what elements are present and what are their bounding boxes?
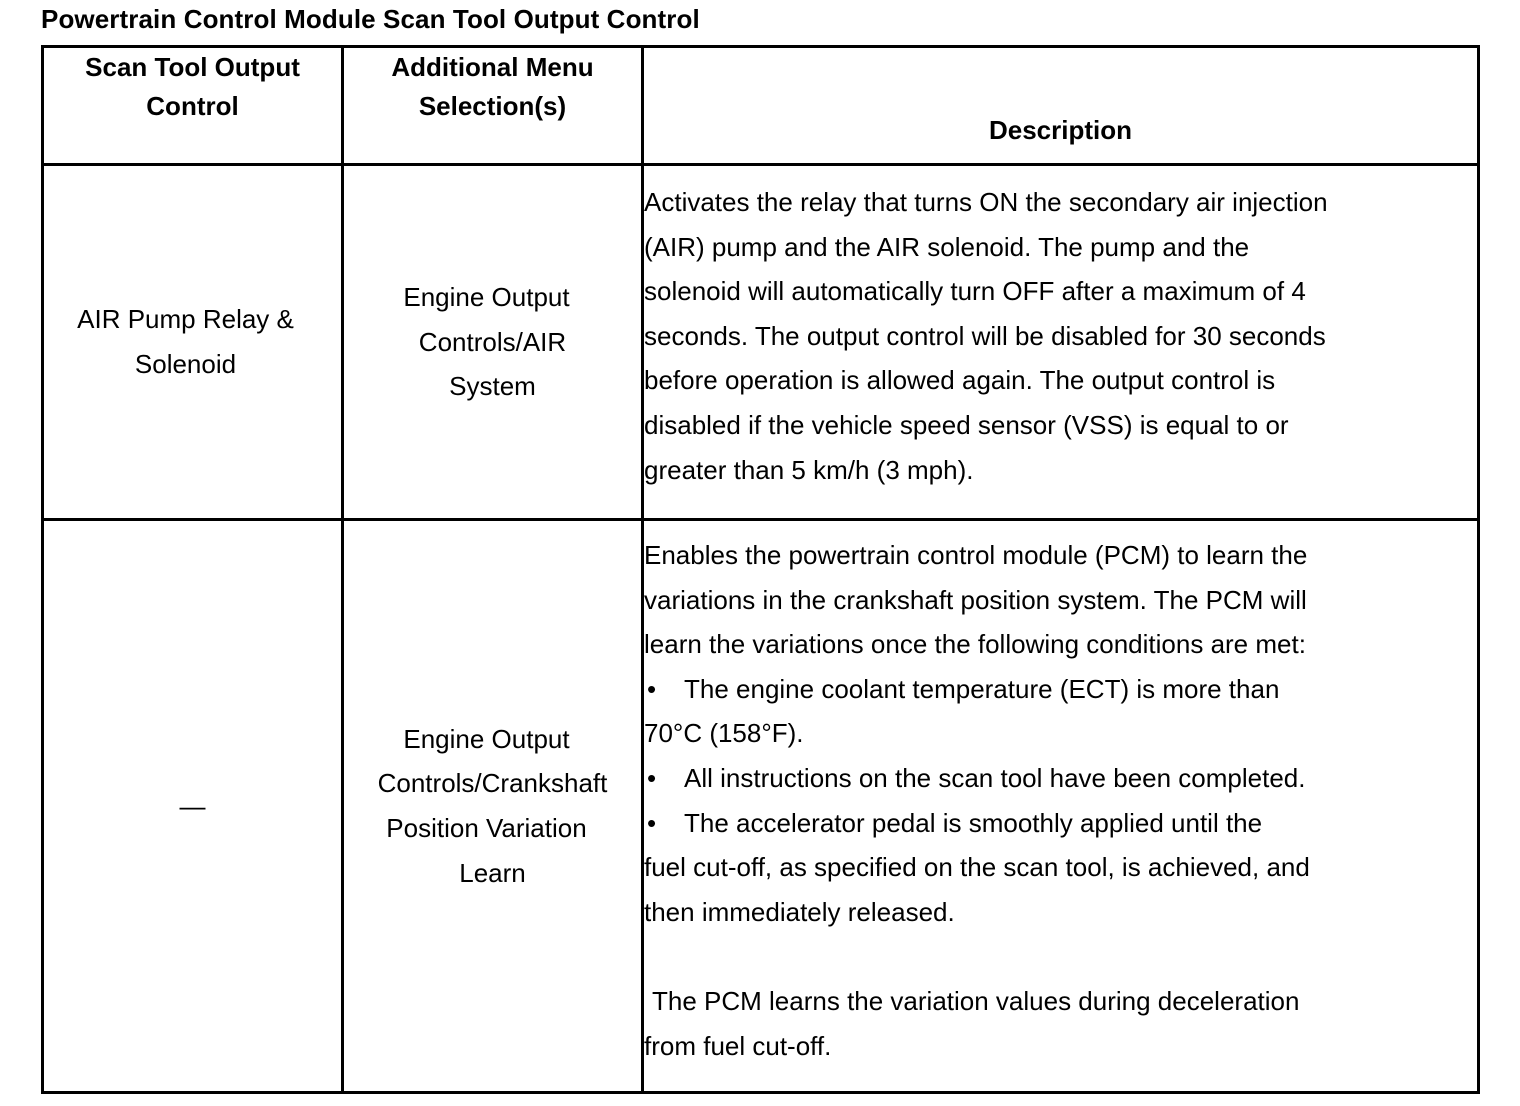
cell-text-line: Learn <box>459 857 526 888</box>
description-line: learn the variations once the following conditions are met: <box>644 629 1306 660</box>
description-line: Enables the powertrain control module (PCM) to learn the <box>644 540 1308 570</box>
header-scan-tool-output-control <box>43 47 343 165</box>
condition-bullet-item <box>644 667 1477 712</box>
description-cell <box>643 520 1479 1093</box>
bullet-text: The accelerator pedal is smoothly applied until the <box>684 807 1263 838</box>
header-additional-menu-selections <box>343 47 643 165</box>
header-text-line: Additional Menu <box>391 52 594 82</box>
header-text-line: Selection(s) <box>418 91 567 121</box>
description-line: solenoid will automatically turn OFF after a maximum of 4 <box>644 276 1306 307</box>
cell-text-line: AIR Pump Relay & <box>77 304 294 335</box>
description-line: The PCM learns the variation values during deceleration <box>652 985 1300 1016</box>
description-cell <box>643 165 1479 520</box>
description-line: before operation is allowed again. The output control is <box>644 365 1276 396</box>
description-line: disabled if the vehicle speed sensor (VSS) is equal to or <box>644 409 1289 440</box>
condition-bullet-item <box>644 801 1477 846</box>
table-row <box>43 520 1479 1093</box>
bullet-text: The engine coolant temperature (ECT) is more than <box>684 673 1280 704</box>
bullet-text: All instructions on the scan tool have been completed. <box>684 762 1306 793</box>
bullet-continuation: then immediately released. <box>644 896 955 927</box>
cell-text-line: Position Variation <box>386 813 587 843</box>
header-text-line: Control <box>146 91 239 121</box>
header-description <box>643 47 1479 165</box>
condition-bullet-item <box>644 756 1477 801</box>
header-text-line: Scan Tool Output <box>85 52 300 82</box>
description-line: from fuel cut-off. <box>644 1030 832 1061</box>
table-header-row <box>43 47 1479 165</box>
output-control-cell <box>43 520 343 1093</box>
description-line: (AIR) pump and the AIR solenoid. The pump and the <box>644 231 1250 262</box>
cell-text-line: System <box>449 371 536 402</box>
output-control-cell <box>43 165 343 520</box>
cell-text-line: Controls/AIR <box>418 326 567 357</box>
table-row <box>43 165 1479 520</box>
cell-text-line: Engine Output <box>403 723 570 754</box>
header-text-line: Description <box>988 115 1133 145</box>
menu-selection-cell <box>343 165 643 520</box>
bullet-icon: • <box>647 762 657 793</box>
description-line: seconds. The output control will be disabled for 30 seconds <box>644 320 1326 351</box>
document-title: Powertrain Control Module Scan Tool Output Control <box>41 4 700 34</box>
description-line: Activates the relay that turns ON the secondary air injection <box>644 187 1328 217</box>
bullet-continuation: fuel cut-off, as specified on the scan tool, is achieved, and <box>644 852 1310 883</box>
bullet-icon: • <box>647 807 657 838</box>
cell-text-line: Controls/Crankshaft <box>377 768 608 799</box>
bullet-icon: • <box>647 673 657 704</box>
menu-selection-cell <box>343 520 643 1093</box>
description-line: greater than 5 km/h (3 mph). <box>644 454 974 485</box>
bullet-continuation: 70°C (158°F). <box>644 718 804 749</box>
output-control-table <box>41 45 1480 1094</box>
cell-text-line: Solenoid <box>134 349 237 379</box>
cell-text-line: Engine Output <box>403 282 570 313</box>
description-line: variations in the crankshaft position system. The PCM will <box>644 584 1307 615</box>
em-dash-placeholder: — <box>179 790 206 821</box>
paragraph-spacer <box>644 934 1477 979</box>
